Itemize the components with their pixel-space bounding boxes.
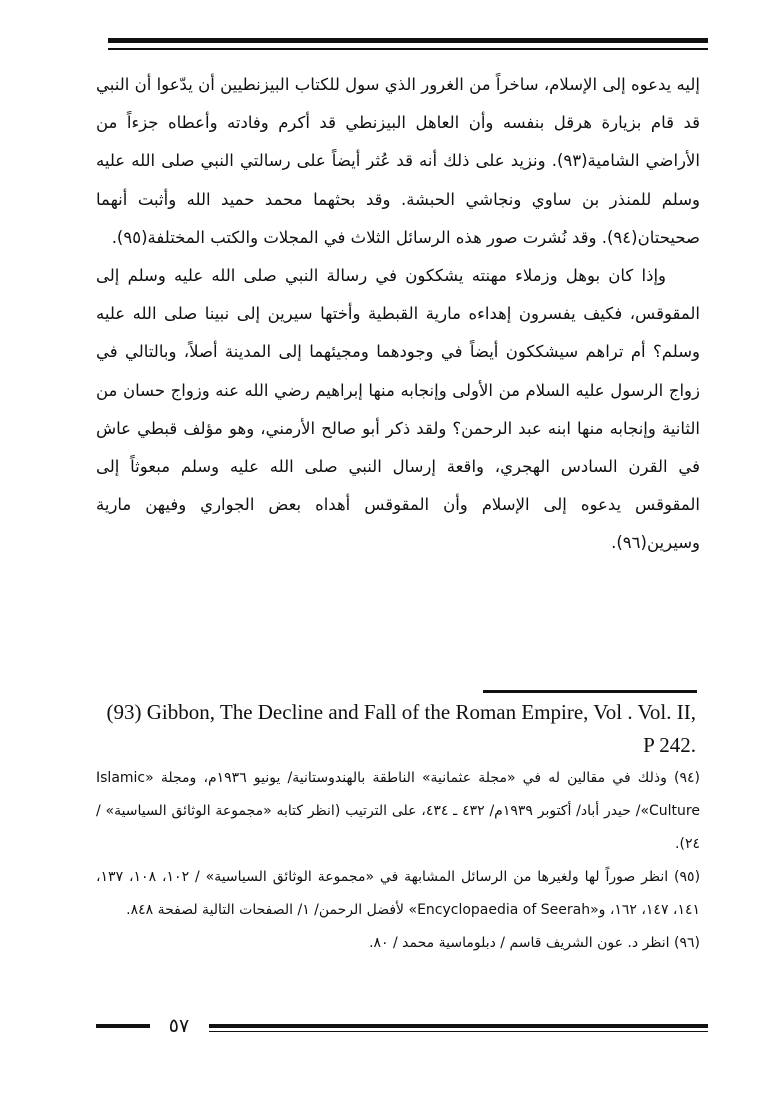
page-number: ٥٧ xyxy=(168,1015,190,1037)
footnote-94: (٩٤) وذلك في مقالين له في «مجلة عثمانية» الناطقة بالهندوستانية/ يونيو ١٩٣٦م، ومجلة «Islamic Culture»/ حيدر أباد/ أكتوبر ١٩٣٩م/ ٤٣٢ ـ ٤٣٤، على الترتيب (انظر كتابه «مجموعة الوثائق السياسية» / ٢٤). xyxy=(96,770,700,852)
footnote-separator xyxy=(483,690,697,693)
page-footer xyxy=(96,1016,708,1040)
footer-rule-short xyxy=(96,1024,150,1028)
header-rule-thin xyxy=(108,48,708,50)
main-text xyxy=(96,66,700,563)
footnotes xyxy=(96,696,700,960)
paragraph-1: إليه يدعوه إلى الإسلام، ساخراً من الغرور الذي سول للكتاب البيزنطيين أن يدّعوا أن النبي قد قام بزيارة هرقل بنفسه وأن العاهل البيزنطي قد أكرم وفادته وأعطاه جزءاً من الأراضي الشامية(٩٣). ونزيد على ذلك أنه قد عُثر أيضاً على رسالتي النبي صلى الله عليه وسلم للمنذر بن ساوي ونجاشي الحبشة. وقد بحثهما محمد حميد الله وأثبت أنهما صحيحتان(٩٤). وقد نُشرت صور هذه الرسائل الثلاث في المجلات والكتب المختلفة(٩٥). xyxy=(96,75,700,247)
header-rule-thick xyxy=(108,38,708,43)
footnote-95: (٩٥) انظر صوراً لها ولغيرها من الرسائل المشابهة في «مجموعة الوثائق السياسية» / ١٠٢، ١٠٨، ١٣٧، ١٤١، ١٤٧، ١٦٢، و«Encyclopaedia of Seerah» لأفضل الرحمن/ ١/ الصفحات التالية لصفحة ٨٤٨. xyxy=(96,869,701,918)
footnote-96: (٩٦) انظر د. عون الشريف قاسم / دبلوماسية محمد / ٨٠. xyxy=(369,935,700,951)
footer-rule-long-thin xyxy=(209,1031,708,1032)
footer-rule-long xyxy=(209,1024,708,1028)
footnote-93: (93) Gibbon, The Decline and Fall of the Roman Empire, Vol . Vol. II, P 242. xyxy=(106,700,696,757)
paragraph-2: وإذا كان بوهل وزملاء مهنته يشككون في رسالة النبي صلى الله عليه وسلم إلى المقوقس، فكيف يفسرون إهداءه مارية القبطية وأختها سيرين إلى نبينا صلى الله عليه وسلم؟ أم تراهم سيشككون أيضاً في وجودهما ومجيئهما إلى المدينة أصلاً، وبالتالي في زواج الرسول عليه السلام من الأولى وإنجابه منها إبراهيم رضي الله عنه وزواج حسان من الثانية وإنجابه منها ابنه عبد الرحمن؟ ولقد ذكر أبو صالح الأرمني، وهو مؤلف قبطي عاش في القرن السادس الهجري، واقعة إرسال النبي صلى الله عليه وسلم مبعوثاً إلى المقوقس يدعوه إلى الإسلام وأن المقوقس أهداه بعض الجواري وفيهن مارية وسيرين(٩٦). xyxy=(96,266,700,553)
